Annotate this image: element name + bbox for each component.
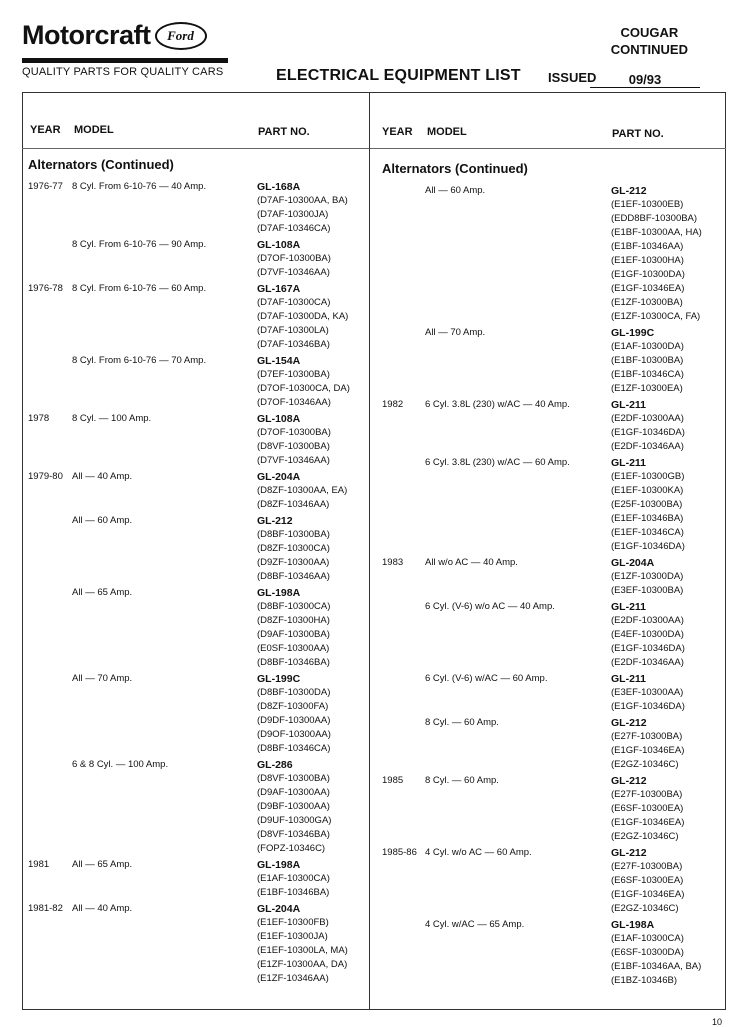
entry-model: 8 Cyl. — 60 Amp. — [425, 775, 499, 786]
entry-sub-part: (E1BF-10346CA) — [611, 369, 684, 380]
entry-sub-part: (D7AF-10346BA) — [257, 339, 330, 350]
entry-sub-part: (E1EF-10300HA) — [611, 255, 684, 266]
entry-model: 4 Cyl. w/AC — 65 Amp. — [425, 919, 525, 930]
entry-sub-part: (E6SF-10300DA) — [611, 947, 684, 958]
entry-part-number: GL-108A — [257, 239, 301, 251]
entry-sub-part: (D9DF-10300AA) — [257, 715, 331, 726]
entry-sub-part: (D7AF-10346CA) — [257, 223, 331, 234]
entry-model: 6 Cyl. (V-6) w/o AC — 40 Amp. — [425, 601, 555, 612]
brand-underline — [22, 58, 228, 63]
right-model-header: MODEL — [427, 126, 467, 138]
entry-year: 1979-80 — [28, 471, 63, 482]
entry-sub-part: (D7OF-10346AA) — [257, 397, 331, 408]
entry-year: 1976-78 — [28, 283, 63, 294]
entry-part-number: GL-212 — [611, 717, 647, 729]
entry-sub-part: (D9AF-10300AA) — [257, 787, 330, 798]
entry-sub-part: (E1ZF-10300CA, FA) — [611, 311, 701, 322]
model-subtitle: CONTINUED — [610, 42, 688, 57]
entry-year: 1985 — [382, 775, 404, 786]
entry-model: 8 Cyl. From 6-10-76 — 90 Amp. — [72, 239, 207, 250]
entry-sub-part: (D8ZF-10300AA, EA) — [257, 485, 348, 496]
right-part-header: PART NO. — [612, 128, 664, 140]
entry-model: 6 Cyl. 3.8L (230) w/AC — 40 Amp. — [425, 399, 570, 410]
document-title: ELECTRICAL EQUIPMENT LIST — [276, 67, 521, 84]
entry-sub-part: (D7VF-10346AA) — [257, 267, 330, 278]
entry-sub-part: (D8BF-10346AA) — [257, 571, 330, 582]
entry-sub-part: (E1BF-10300BA) — [611, 355, 684, 366]
entry-sub-part: (E27F-10300BA) — [611, 861, 683, 872]
tagline: QUALITY PARTS FOR QUALITY CARS — [22, 66, 224, 78]
entry-sub-part: (E2GZ-10346C) — [611, 903, 679, 914]
entry-sub-part: (D8BF-10346CA) — [257, 743, 331, 754]
entry-sub-part: (E2DF-10300AA) — [611, 615, 684, 626]
entry-year: 1982 — [382, 399, 404, 410]
entry-model: All — 40 Amp. — [72, 471, 133, 482]
entry-part-number: GL-199C — [257, 673, 301, 685]
entry-sub-part: (E1EF-10300KA) — [611, 485, 684, 496]
entry-part-number: GL-211 — [611, 673, 647, 685]
entry-year: 1978 — [28, 413, 50, 424]
entry-part-number: GL-168A — [257, 181, 301, 193]
left-part-header: PART NO. — [258, 126, 310, 138]
brand-logo — [22, 20, 207, 51]
issued-date: 09/93 — [590, 72, 700, 88]
entry-model: 8 Cyl. From 6-10-76 — 60 Amp. — [72, 283, 207, 294]
entry-sub-part: (D7EF-10300BA) — [257, 369, 330, 380]
entry-model: All — 65 Amp. — [72, 587, 133, 598]
entry-part-number: GL-212 — [257, 515, 293, 527]
entry-part-number: GL-212 — [611, 185, 647, 197]
entry-sub-part: (D8ZF-10346AA) — [257, 499, 330, 510]
entry-sub-part: (E1EF-10300LA, MA) — [257, 945, 348, 956]
entry-sub-part: (E4EF-10300DA) — [611, 629, 684, 640]
entry-sub-part: (E1ZF-10300AA, DA) — [257, 959, 348, 970]
entry-part-number: GL-167A — [257, 283, 301, 295]
entry-sub-part: (E1GF-10346DA) — [611, 701, 685, 712]
entry-part-number: GL-198A — [257, 587, 301, 599]
entry-part-number: GL-211 — [611, 457, 647, 469]
issued-label: ISSUED — [548, 70, 597, 85]
entry-sub-part: (D7AF-10300DA, KA) — [257, 311, 349, 322]
entry-sub-part: (D8VF-10346BA) — [257, 829, 330, 840]
entry-part-number: GL-211 — [611, 399, 647, 411]
entry-sub-part: (E1ZF-10300BA) — [611, 297, 683, 308]
entry-part-number: GL-204A — [257, 903, 301, 915]
entry-sub-part: (E1EF-10346CA) — [611, 527, 684, 538]
entry-sub-part: (E27F-10300BA) — [611, 789, 683, 800]
right-section-title: Alternators (Continued) — [382, 161, 528, 176]
entry-part-number: GL-199C — [611, 327, 655, 339]
entry-sub-part: (E1GF-10346DA) — [611, 541, 685, 552]
entry-sub-part: (D7OF-10300BA) — [257, 427, 331, 438]
entry-model: 8 Cyl. — 100 Amp. — [72, 413, 152, 424]
entry-sub-part: (E1GF-10346EA) — [611, 889, 685, 900]
entry-sub-part: (E1AF-10300CA) — [257, 873, 330, 884]
entry-sub-part: (D8BF-10300DA) — [257, 687, 331, 698]
entry-model: All w/o AC — 40 Amp. — [425, 557, 518, 568]
entry-sub-part: (E2DF-10346AA) — [611, 441, 684, 452]
entry-sub-part: (E6SF-10300EA) — [611, 803, 684, 814]
entry-part-number: GL-204A — [257, 471, 301, 483]
entry-sub-part: (D7AF-10300LA) — [257, 325, 329, 336]
entry-sub-part: (E1GF-10346DA) — [611, 427, 685, 438]
entry-sub-part: (E1EF-10300FB) — [257, 917, 329, 928]
header-rule-right — [370, 148, 726, 149]
entry-sub-part: (E1ZF-10300EA) — [611, 383, 683, 394]
entry-year: 1985-86 — [382, 847, 417, 858]
entry-year: 1983 — [382, 557, 404, 568]
entry-sub-part: (E1BF-10346AA) — [611, 241, 684, 252]
entry-sub-part: (E1BF-10300AA, HA) — [611, 227, 702, 238]
entry-sub-part: (D9ZF-10300AA) — [257, 557, 330, 568]
entry-model: All — 65 Amp. — [72, 859, 133, 870]
brand-name: Motorcraft — [22, 20, 151, 50]
entry-sub-part: (E1EF-10300JA) — [257, 931, 328, 942]
entry-sub-part: (E3EF-10300BA) — [611, 585, 684, 596]
entry-model: 6 & 8 Cyl. — 100 Amp. — [72, 759, 169, 770]
ford-oval-icon: Ford — [155, 22, 207, 50]
entry-sub-part: (D7AF-10300CA) — [257, 297, 331, 308]
entry-sub-part: (E2DF-10300AA) — [611, 413, 684, 424]
entry-sub-part: (E1BF-10346BA) — [257, 887, 330, 898]
entry-part-number: GL-212 — [611, 775, 647, 787]
entry-model: 8 Cyl. — 60 Amp. — [425, 717, 499, 728]
entry-part-number: GL-212 — [611, 847, 647, 859]
entry-sub-part: (D8ZF-10300CA) — [257, 543, 330, 554]
entry-sub-part: (D7AF-10300AA, BA) — [257, 195, 348, 206]
model-title: COUGAR — [620, 25, 679, 40]
entry-sub-part: (E1GF-10346DA) — [611, 643, 685, 654]
vehicle-model-heading — [611, 24, 688, 58]
entry-model: All — 40 Amp. — [72, 903, 133, 914]
entry-model: 6 Cyl. (V-6) w/AC — 60 Amp. — [425, 673, 548, 684]
entry-sub-part: (E1GF-10346EA) — [611, 283, 685, 294]
page-number: 10 — [711, 1017, 722, 1027]
entry-model: All — 70 Amp. — [72, 673, 133, 684]
entry-sub-part: (E27F-10300BA) — [611, 731, 683, 742]
entry-sub-part: (E1EF-10346BA) — [611, 513, 684, 524]
entry-sub-part: (D8VF-10300BA) — [257, 773, 330, 784]
entry-sub-part: (E1AF-10300DA) — [611, 341, 684, 352]
entry-sub-part: (EDD8BF-10300BA) — [611, 213, 698, 224]
entry-part-number: GL-198A — [611, 919, 655, 931]
entry-sub-part: (E1ZF-10300DA) — [611, 571, 684, 582]
entry-sub-part: (D8VF-10300BA) — [257, 441, 330, 452]
entry-sub-part: (D9OF-10300AA) — [257, 729, 331, 740]
entry-year: 1981 — [28, 859, 50, 870]
entry-sub-part: (D8ZF-10300FA) — [257, 701, 329, 712]
entry-sub-part: (D7AF-10300JA) — [257, 209, 329, 220]
entry-model: All — 60 Amp. — [425, 185, 486, 196]
entry-part-number: GL-204A — [611, 557, 655, 569]
entry-sub-part: (D8ZF-10300HA) — [257, 615, 330, 626]
entry-sub-part: (E2DF-10346AA) — [611, 657, 684, 668]
entry-sub-part: (D9AF-10300BA) — [257, 629, 330, 640]
entry-part-number: GL-198A — [257, 859, 301, 871]
entry-sub-part: (D7VF-10346AA) — [257, 455, 330, 466]
entry-sub-part: (E2GZ-10346C) — [611, 759, 679, 770]
entry-sub-part: (D9UF-10300GA) — [257, 815, 332, 826]
entry-sub-part: (E1EF-10300EB) — [611, 199, 684, 210]
entry-part-number: GL-108A — [257, 413, 301, 425]
column-divider — [369, 92, 370, 1010]
entry-sub-part: (D8BF-10300BA) — [257, 529, 330, 540]
left-year-header: YEAR — [30, 124, 61, 136]
header-rule-left — [22, 148, 369, 149]
entry-sub-part: (E0SF-10300AA) — [257, 643, 330, 654]
entry-sub-part: (E1GF-10346EA) — [611, 745, 685, 756]
entry-sub-part: (D8BF-10346BA) — [257, 657, 330, 668]
entry-year: 1981-82 — [28, 903, 63, 914]
entry-sub-part: (E1BZ-10346B) — [611, 975, 678, 986]
entry-sub-part: (E3EF-10300AA) — [611, 687, 684, 698]
entry-sub-part: (E1AF-10300CA) — [611, 933, 684, 944]
entry-part-number: GL-211 — [611, 601, 647, 613]
entry-model: 8 Cyl. From 6-10-76 — 70 Amp. — [72, 355, 207, 366]
entry-model: All — 60 Amp. — [72, 515, 133, 526]
entry-sub-part: (E1ZF-10346AA) — [257, 973, 329, 984]
entry-model: All — 70 Amp. — [425, 327, 486, 338]
entry-sub-part: (E1BF-10346AA, BA) — [611, 961, 702, 972]
entry-model: 6 Cyl. 3.8L (230) w/AC — 60 Amp. — [425, 457, 570, 468]
entry-model: 8 Cyl. From 6-10-76 — 40 Amp. — [72, 181, 207, 192]
entry-sub-part: (FOPZ-10346C) — [257, 843, 326, 854]
entry-year: 1976-77 — [28, 181, 63, 192]
entry-sub-part: (E1GF-10346EA) — [611, 817, 685, 828]
left-model-header: MODEL — [74, 124, 114, 136]
entry-part-number: GL-154A — [257, 355, 301, 367]
entry-part-number: GL-286 — [257, 759, 293, 771]
entry-sub-part: (E1EF-10300GB) — [611, 471, 685, 482]
right-year-header: YEAR — [382, 126, 413, 138]
entry-model: 4 Cyl. w/o AC — 60 Amp. — [425, 847, 532, 858]
entry-sub-part: (E2GZ-10346C) — [611, 831, 679, 842]
entry-sub-part: (D8BF-10300CA) — [257, 601, 331, 612]
entry-sub-part: (E1GF-10300DA) — [611, 269, 685, 280]
entry-sub-part: (E25F-10300BA) — [611, 499, 683, 510]
entry-sub-part: (D7OF-10300CA, DA) — [257, 383, 350, 394]
entry-sub-part: (D9BF-10300AA) — [257, 801, 330, 812]
entry-sub-part: (D7OF-10300BA) — [257, 253, 331, 264]
left-section-title: Alternators (Continued) — [28, 157, 174, 172]
entry-sub-part: (E6SF-10300EA) — [611, 875, 684, 886]
